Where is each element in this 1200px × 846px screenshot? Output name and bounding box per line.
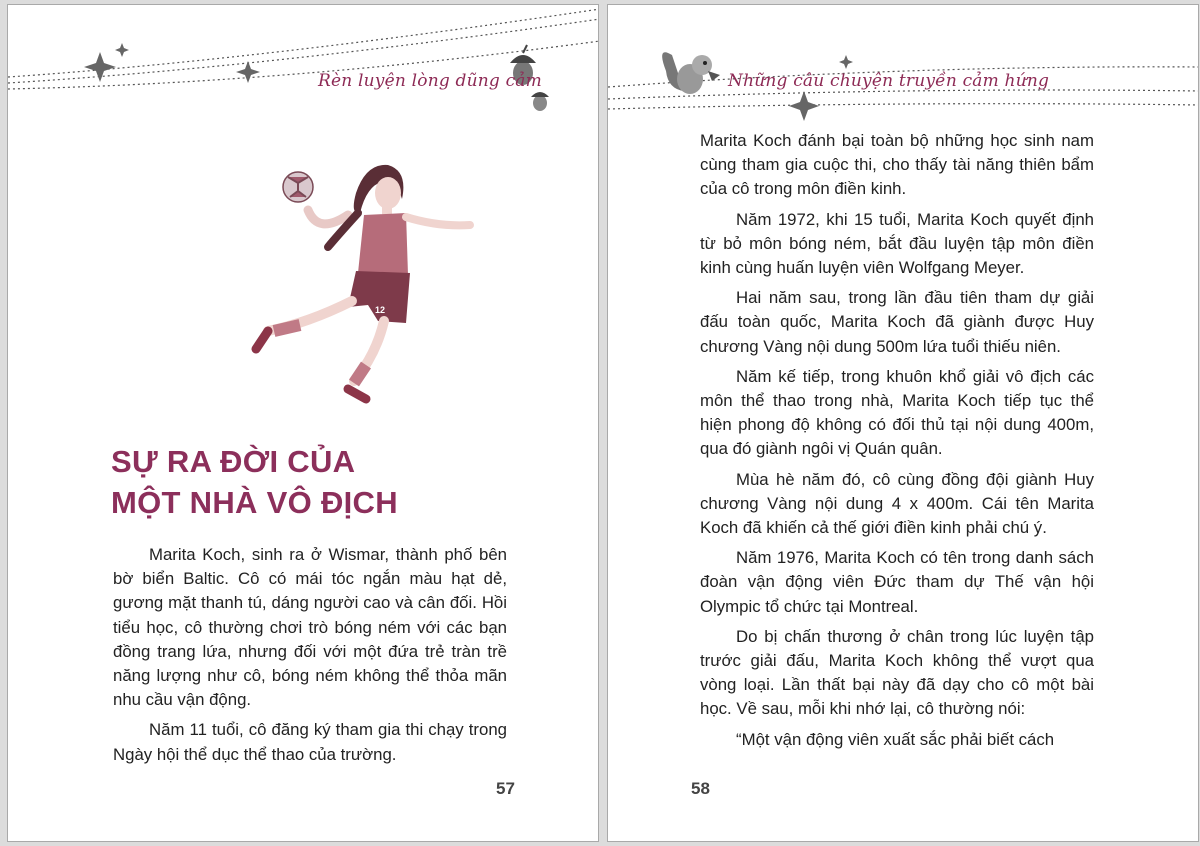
page-number: 57 (496, 779, 515, 798)
acorn-icon (531, 92, 549, 111)
body-text (113, 543, 507, 773)
chapter-title-line: SỰ RA ĐỜI CỦA (111, 444, 356, 479)
sparkle-icon (84, 43, 260, 83)
header-decoration (8, 5, 599, 125)
chapter-title (111, 441, 551, 523)
body-text (700, 129, 1094, 758)
paragraph: Năm 1976, Marita Koch có tên trong danh sách đoàn vận động viên Đức tham dự Thế vận hội Olympic tổ chức tại Montreal. (700, 548, 1094, 616)
paragraph: Hai năm sau, trong lần đầu tiên tham dự giải đấu toàn quốc, Marita Koch đã giành được Huy chương Vàng nội dung 500m lứa tuổi thiếu niên. (700, 288, 1094, 356)
paragraph: Mùa hè năm đó, cô cùng đồng đội giành Huy chương Vàng nội dung 4 x 400m. Cái tên Marita Koch đã khiến cả thế giới điền kinh phải chú ý. (700, 469, 1094, 538)
paragraph: Do bị chấn thương ở chân trong lúc luyện tập trước giải đấu, Marita Koch không thể vượt qua vòng loại. Lần thất bại này đã dạy cho cô một bài học. Về sau, mỗi khi nhớ lại, cô thường nói: (700, 626, 1094, 719)
page-right (607, 4, 1199, 842)
header-decoration (608, 5, 1199, 125)
paragraph: Marita Koch đánh bại toàn bộ những học sinh nam cùng tham gia cuộc thi, cho thấy tài năng thiên bẩm của cô trong môn điền kinh. (700, 131, 1094, 199)
squirrel-icon (662, 52, 720, 94)
running-head: Rèn luyện lòng dũng cảm (318, 71, 542, 91)
paragraph: Năm kế tiếp, trong khuôn khổ giải vô địch các môn thể thao trong nhà, Marita Koch tiếp tục thể hiện phong độ không có đối thủ tại nội dung 400m, qua đó giành ngôi vị Quán quân. (700, 366, 1094, 459)
handball-player-illustration (238, 155, 478, 420)
page-number: 58 (691, 779, 710, 798)
jersey-number: 12 (375, 305, 386, 315)
running-head: Những câu chuyện truyền cảm hứng (728, 71, 1050, 91)
chapter-title-line: MỘT NHÀ VÔ ĐỊCH (111, 485, 398, 520)
paragraph: “Một vận động viên xuất sắc phải biết cách (736, 729, 1055, 749)
paragraph: Năm 11 tuổi, cô đăng ký tham gia thi chạy trong Ngày hội thể dục thể thao của trường. (113, 720, 507, 764)
paragraph: Năm 1972, khi 15 tuổi, Marita Koch quyết định từ bỏ môn bóng ném, bắt đầu luyện tập môn điền kinh cùng huấn luyện viên Wolfgang Meyer. (700, 209, 1094, 278)
paragraph: Marita Koch, sinh ra ở Wismar, thành phố bên bờ biển Baltic. Cô có mái tóc ngắn màu hạt dẻ, gương mặt thanh tú, dáng người cao và cân đối. Hồi tiểu học, cô thường chơi trò bóng ném với các bạn đồng trang lứa, nhưng đối với một đứa trẻ tràn trề năng lượng như cô, bóng ném không thể thỏa mãn nhu cầu vận động. (113, 545, 507, 710)
page-left (7, 4, 599, 842)
